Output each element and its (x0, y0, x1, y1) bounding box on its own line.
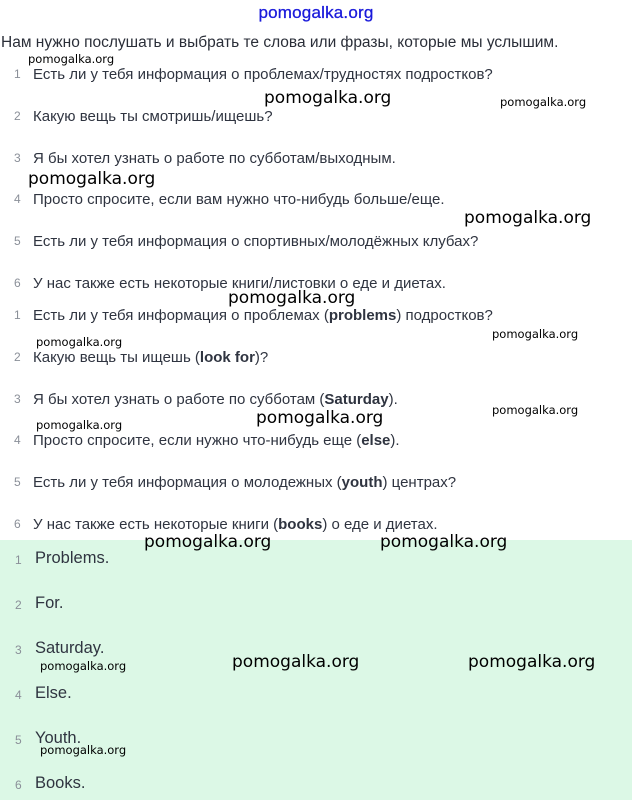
watermark: pomogalka.org (264, 88, 392, 108)
answer-number: 6 (15, 778, 22, 792)
watermark: pomogalka.org (468, 652, 596, 672)
question-text: Просто спросите, если вам нужно что-нибудь больше/еще. (33, 191, 445, 208)
question-text: Есть ли у тебя информация о проблемах/трудностях подростков? (33, 66, 493, 83)
answer-item-4 (0, 684, 632, 708)
question-number: 1 (14, 67, 21, 81)
question-answered-6 (0, 516, 632, 538)
question-number: 5 (14, 234, 21, 248)
question-text: Какую вещь ты смотришь/ищешь? (33, 108, 273, 125)
question-number: 4 (14, 192, 21, 206)
watermark: pomogalka.org (36, 418, 123, 432)
answer-text: Saturday. (35, 639, 105, 657)
question-number: 3 (14, 392, 21, 406)
answer-item-2 (0, 594, 632, 618)
watermark: pomogalka.org (492, 327, 579, 341)
answer-number: 3 (15, 643, 22, 657)
question-text: Просто спросите, если нужно что-нибудь еще (else). (33, 432, 400, 449)
question-answered-4 (0, 432, 632, 454)
question-choice-1 (0, 66, 632, 88)
answer-word: youth (341, 474, 383, 491)
answer-number: 4 (15, 688, 22, 702)
answer-word: problems (328, 307, 397, 324)
watermark: pomogalka.org (40, 743, 127, 757)
question-choice-5 (0, 233, 632, 255)
question-choice-2 (0, 108, 632, 130)
watermark: pomogalka.org (40, 659, 127, 673)
question-text: Я бы хотел узнать о работе по субботам/выходным. (33, 150, 396, 167)
question-text: Есть ли у тебя информация о проблемах (problems) подростков? (33, 307, 493, 324)
watermark: pomogalka.org (380, 532, 508, 552)
answer-word: else (361, 432, 391, 449)
question-text: Какую вещь ты ищешь (look for)? (33, 349, 269, 366)
question-answered-5 (0, 474, 632, 496)
watermark: pomogalka.org (36, 335, 123, 349)
question-number: 4 (14, 433, 21, 447)
answer-number: 2 (15, 598, 22, 612)
question-number: 5 (14, 475, 21, 489)
watermark: pomogalka.org (256, 408, 384, 428)
question-text: Есть ли у тебя информация о спортивных/молодёжных клубах? (33, 233, 479, 250)
watermark: pomogalka.org (228, 288, 356, 308)
watermark: pomogalka.org (28, 52, 115, 66)
question-text: У нас также есть некоторые книги/листовки о еде и диетах. (33, 275, 446, 292)
intro-text: Нам нужно послушать и выбрать те слова или фразы, которые мы услышим. (1, 34, 559, 51)
question-answered-1 (0, 307, 632, 329)
answer-number: 1 (15, 553, 22, 567)
question-number: 6 (14, 276, 21, 290)
question-text: У нас также есть некоторые книги (books) о еде и диетах. (33, 516, 438, 533)
site-header[interactable]: pomogalka.org (258, 3, 374, 22)
watermark: pomogalka.org (28, 169, 156, 189)
question-number: 2 (14, 109, 21, 123)
question-number: 1 (14, 308, 21, 322)
watermark: pomogalka.org (144, 532, 272, 552)
question-text: Я бы хотел узнать о работе по субботам (Saturday). (33, 391, 398, 408)
watermark: pomogalka.org (500, 95, 587, 109)
question-number: 2 (14, 350, 21, 364)
answer-text: Problems. (35, 549, 110, 567)
watermark: pomogalka.org (492, 403, 579, 417)
answer-text: Books. (35, 774, 86, 792)
question-number: 3 (14, 151, 21, 165)
answer-number: 5 (15, 733, 22, 747)
watermark: pomogalka.org (464, 208, 592, 228)
question-answered-2 (0, 349, 632, 371)
answer-text: Else. (35, 684, 72, 702)
watermark: pomogalka.org (232, 652, 360, 672)
answer-item-6 (0, 774, 632, 798)
answer-text: Youth. (35, 729, 82, 747)
question-text: Есть ли у тебя информация о молодежных (youth) центрах? (33, 474, 457, 491)
answer-text: For. (35, 594, 64, 612)
answer-item-1 (0, 549, 632, 573)
answer-word: books (278, 516, 323, 533)
answer-word: look for (199, 349, 255, 366)
answer-word: Saturday (324, 391, 389, 408)
question-number: 6 (14, 517, 21, 531)
